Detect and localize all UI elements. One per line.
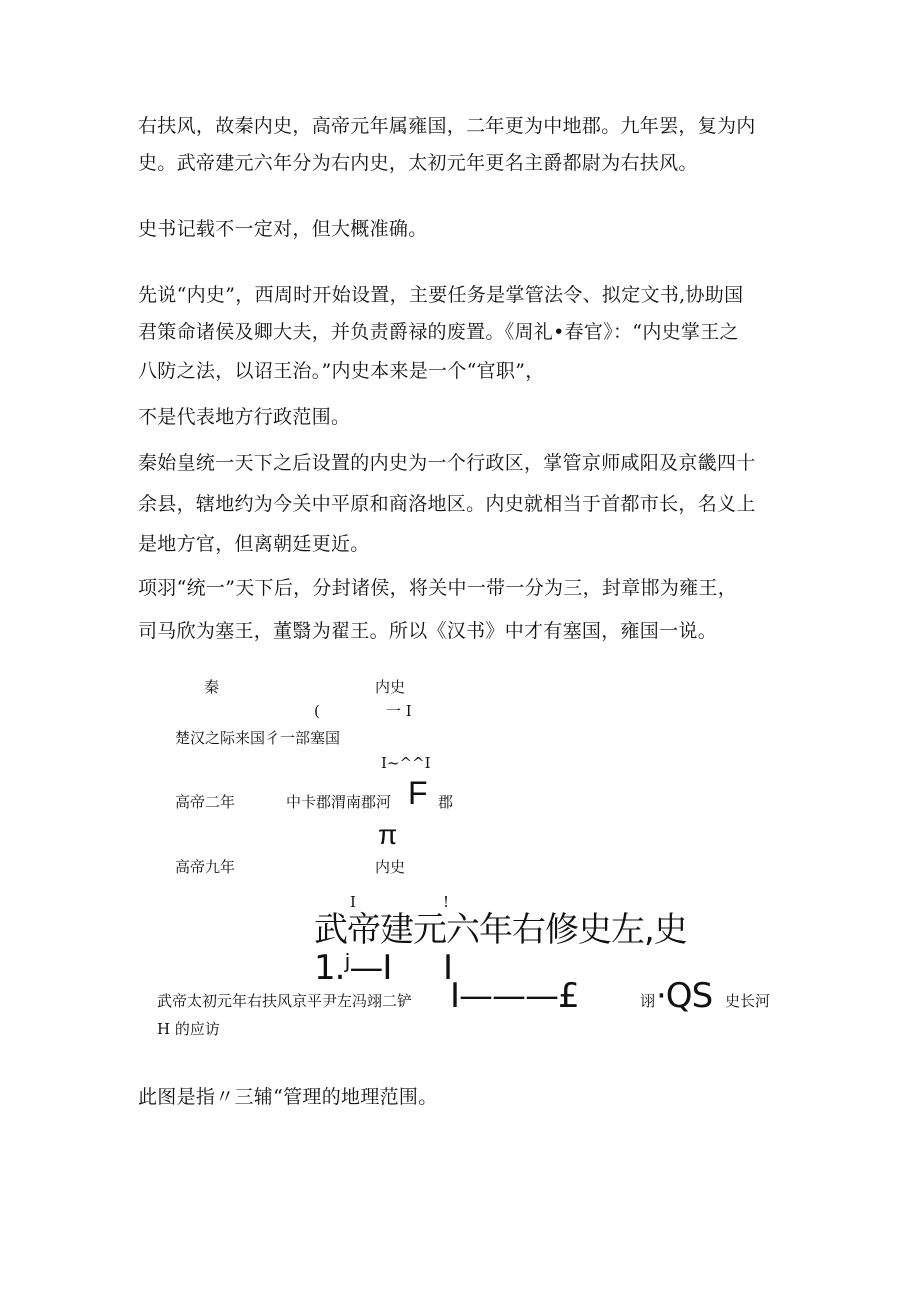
- paragraph-2: 史书记载不一定对，但大概准确。: [138, 218, 428, 240]
- diagram-big-line-2: 1.ʲ—I: [314, 948, 392, 988]
- diagram-yi-i: 一 I: [386, 702, 412, 720]
- diagram-shichang: 史长河: [725, 992, 771, 1010]
- diagram-i-tilde: I~^^I: [381, 754, 431, 772]
- paragraph-4-line-1: 秦始皇统一天下之后设置的内史为一个行政区，掌管京师咸阳及京畿四十: [138, 452, 756, 474]
- diagram-qs: ·QS: [656, 976, 713, 1016]
- paragraph-3-line-4: 不是代表地方行政范围。: [138, 406, 351, 428]
- diagram-excl: !: [443, 893, 450, 911]
- diagram-qin: 秦: [204, 678, 220, 696]
- diagram-neishi-mid: 内史: [375, 858, 406, 876]
- paragraph-4-line-2: 余县，辖地约为今关中平原和商洛地区。内史就相当于首都市长，名义上: [138, 493, 756, 515]
- diagram-gaodi9: 高帝九年: [175, 858, 236, 876]
- diagram-taichu: 武帝太初元年右扶风京平尹左冯翊二铲: [157, 992, 413, 1010]
- paragraph-3-line-2: 君策命诸侯及卿大夫，并负责爵禄的废置。《周礼•春官》：“内史掌王之: [138, 321, 739, 343]
- diagram-h-line: H 的应访: [157, 1020, 220, 1038]
- diagram-big-f: F: [408, 775, 428, 811]
- paragraph-3-line-3: 八防之法，以诏王治。”内史本来是一个“官职”，: [138, 360, 545, 382]
- paragraph-1-line-1: 右扶风，故秦内史，高帝元年属雍国，二年更为中地郡。九年罢，复为内: [138, 115, 756, 137]
- diagram-dash-line: I———£: [450, 976, 579, 1016]
- diagram-paren: (: [314, 702, 320, 720]
- diagram-neishi-top: 内史: [375, 678, 406, 696]
- diagram-jun: 郡: [438, 793, 454, 811]
- diagram-yi-prefix: 诩: [640, 992, 656, 1010]
- diagram-zhongka: 中卡郡渭南郡河: [286, 793, 392, 811]
- diagram-small-i: I: [350, 893, 356, 911]
- figure-caption: 此图是指〃三辅“管理的地理范围。: [138, 1086, 438, 1108]
- paragraph-1-line-2: 史。武帝建元六年分为右内史，太初元年更名主爵都尉为右扶风。: [138, 152, 698, 174]
- diagram-gaodi2: 高帝二年: [175, 793, 236, 811]
- diagram-big-line-1: 武帝建元六年右修史左,史: [314, 910, 687, 950]
- diagram-chuhan: 楚汉之际来国彳一部塞国: [175, 729, 341, 747]
- paragraph-3-line-1: 先说“内史”，西周时开始设置，主要任务是掌管法令、拟定文书,协助国: [138, 284, 744, 306]
- diagram-pi: π: [378, 819, 398, 850]
- paragraph-4-line-3: 是地方官，但离朝廷更近。: [138, 533, 370, 555]
- paragraph-5-line-1: 项羽“统一”天下后，分封诸侯，将关中一带一分为三，封章邯为雍王，: [138, 577, 738, 599]
- paragraph-5-line-2: 司马欣为塞王，董翳为翟王。所以《汉书》中才有塞国，雍国一说。: [138, 620, 718, 642]
- diagram-big-bar: I: [443, 948, 453, 988]
